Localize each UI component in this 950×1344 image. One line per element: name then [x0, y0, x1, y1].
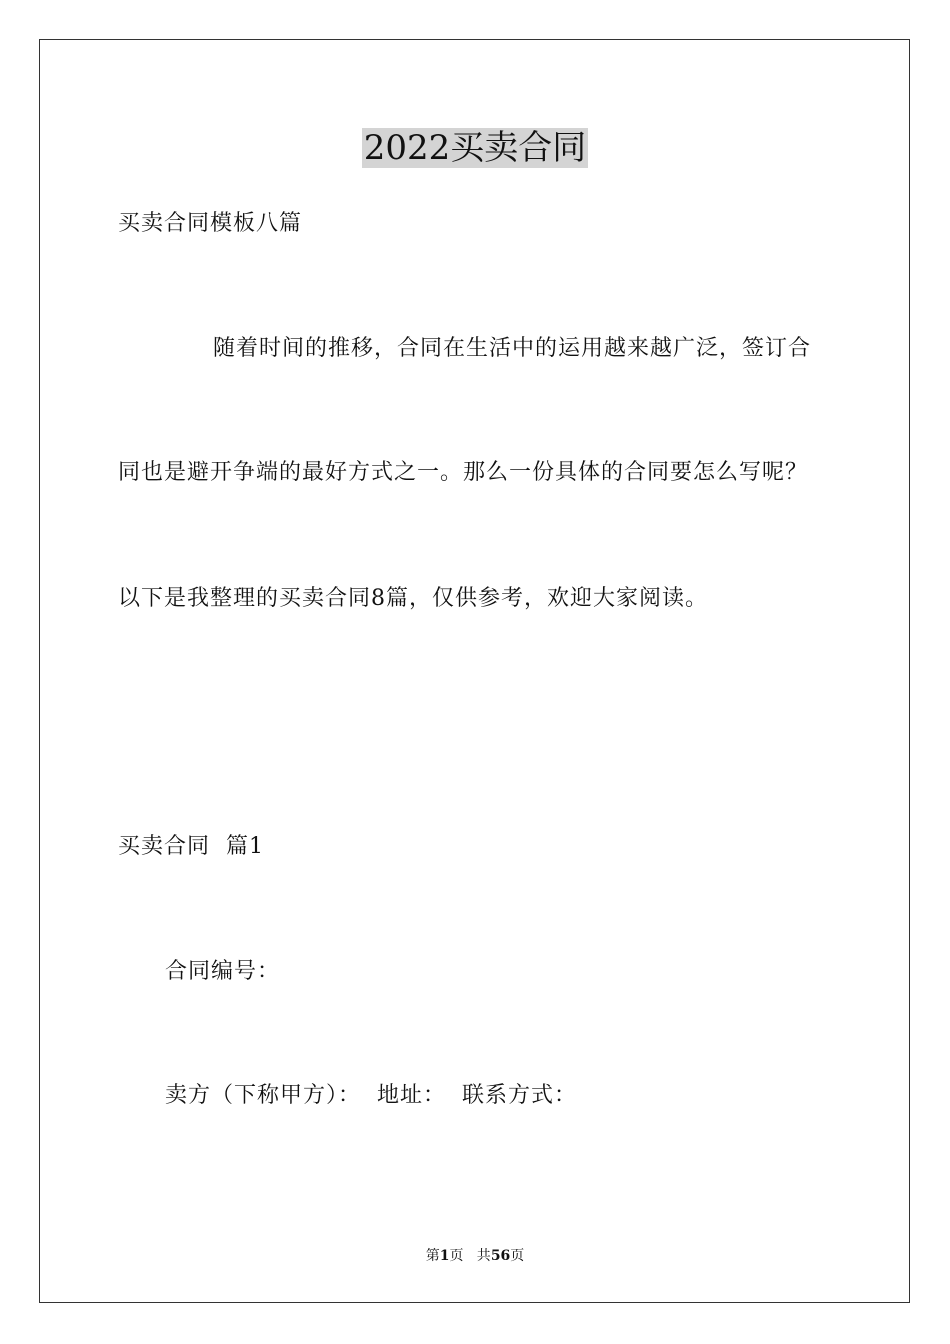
section-heading: 买卖合同 篇1 — [118, 834, 264, 859]
footer-page-total: 56 — [490, 1248, 511, 1264]
contract-number-label: 合同编号： — [165, 959, 281, 984]
footer-page-suffix: 页 — [510, 1248, 525, 1264]
intro-paragraph-line-2: 同也是避开争端的最好方式之一。那么一份具体的合同要怎么写呢？ — [118, 460, 809, 485]
intro-paragraph-line-3: 以下是我整理的买卖合同8篇，仅供参考，欢迎大家阅读。 — [118, 586, 708, 611]
page-footer — [0, 1246, 950, 1266]
intro-paragraph-line-1: 随着时间的推移，合同在生活中的运用越来越广泛，签订合 — [213, 336, 812, 361]
seller-info-line: 卖方（下称甲方）： 地址： 联系方式： — [165, 1083, 577, 1108]
document-subtitle: 买卖合同模板八篇 — [118, 211, 303, 236]
footer-page-prefix: 第 — [425, 1248, 440, 1264]
document-title-text: 2022买卖合同 — [363, 128, 587, 168]
footer-page-mid: 页 共 — [449, 1248, 491, 1264]
document-title — [0, 124, 950, 172]
footer-page-current: 1 — [439, 1248, 450, 1264]
